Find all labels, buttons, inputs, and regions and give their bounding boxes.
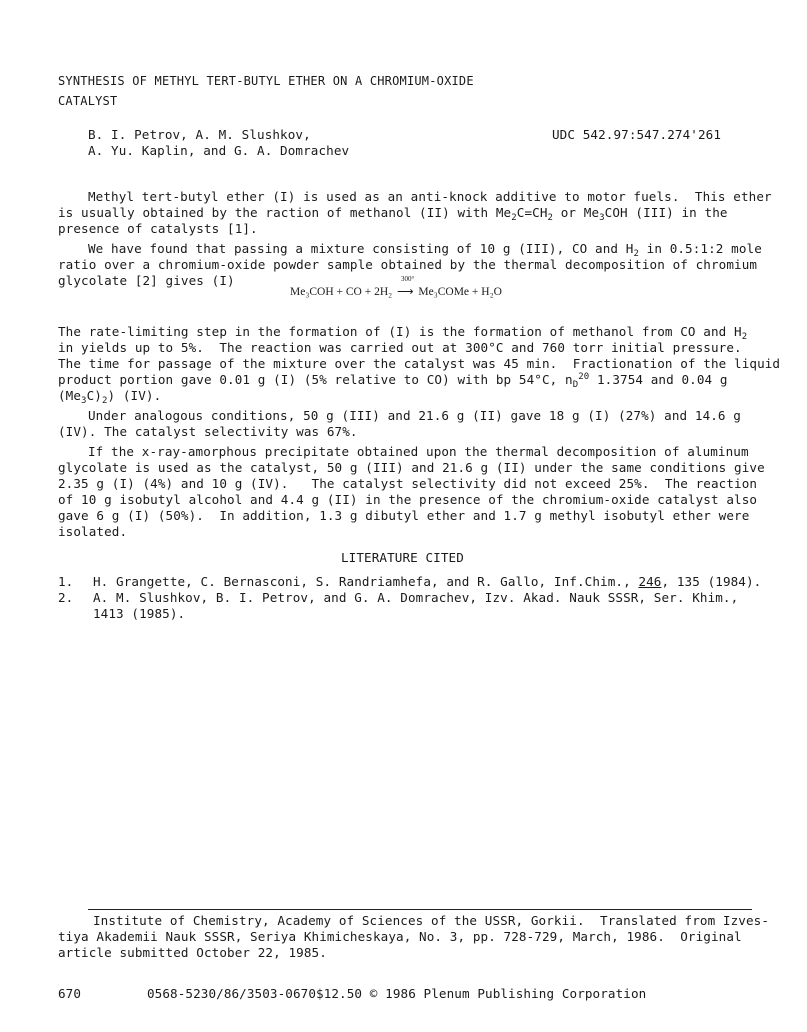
paragraph-5-line-4: of 10 g isobutyl alcohol and 4.4 g (II) in the presence of the chromium-oxide catalyst also (58, 492, 758, 507)
authors-line-1: B. I. Petrov, A. M. Slushkov, (88, 127, 311, 142)
subscript-2: 2 (741, 332, 748, 342)
p3-l5-b: C) (86, 388, 102, 403)
ref-1-volume: 246 (638, 574, 662, 589)
copyright-line: 0568-5230/86/3503-0670$12.50 © 1986 Plenum Publishing Corporation (147, 986, 647, 1001)
reaction-arrow-icon: 300° ⟶ (397, 275, 415, 298)
paragraph-5-line-1: If the x-ray-amorphous precipitate obtained upon the thermal decomposition of aluminum (88, 444, 749, 459)
equation-reactants: Me₃COH + CO + 2H₂ (290, 286, 393, 298)
p1-l2-a: is usually obtained by the raction of methanol (II) with Me (58, 205, 512, 220)
p1-l2-d: COH (III) in the (604, 205, 728, 220)
article-title-line-1: SYNTHESIS OF METHYL TERT-BUTYL ETHER ON A CHROMIUM-OXIDE (58, 74, 474, 88)
subscript-2: 2 (511, 213, 517, 223)
page-number: 670 (58, 986, 82, 1001)
paragraph-5-line-2: glycolate is used as the catalyst, 50 g (III) and 21.6 g (II) under the same conditions give (58, 460, 765, 475)
paragraph-1-line-1: Methyl tert-butyl ether (I) is used as an anti-knock additive to motor fuels. This ether (88, 189, 772, 204)
paragraph-4-line-2: (IV). The catalyst selectivity was 67%. (58, 424, 358, 439)
udc-code: UDC 542.97:547.274'261 (552, 127, 722, 142)
paragraph-2-line-3: glycolate [2] gives (I) (58, 273, 235, 288)
subscript-3: 3 (599, 213, 605, 223)
paragraph-1-line-3: presence of catalysts [1]. (58, 221, 258, 236)
p3-l5-a: (Me (58, 388, 82, 403)
p1-l2-b: C=CH (516, 205, 548, 220)
p3-l4-d: 1.3754 and 0.04 g (589, 372, 728, 387)
reference-1-text (93, 574, 761, 589)
reference-2-text: A. M. Slushkov, B. I. Petrov, and G. A. Domrachev, Izv. Akad. Nauk SSSR, Ser. Khim., (93, 590, 739, 605)
subscript-2: 2 (633, 249, 639, 259)
paragraph-5-line-5: gave 6 g (I) (50%). In addition, 1.3 g dibutyl ether and 1.7 g methyl isobutyl ether were (58, 508, 750, 523)
paragraph-2-line-2: ratio over a chromium-oxide powder sample obtained by the thermal decomposition of chromium (58, 257, 758, 272)
equation-products: Me₃COMe + H₂O (418, 286, 502, 298)
footnote-line-1: Institute of Chemistry, Academy of Sciences of the USSR, Gorkii. Translated from Izves- (93, 913, 770, 928)
p3-l1-a: The rate-limiting step in the formation of (I) is the formation of methanol from CO and H (58, 324, 742, 339)
p3-l4-a: product portion gave 0.01 g (I) (5% relative to CO) with bp 54°C, n (58, 372, 573, 387)
subscript-2: 2 (101, 396, 108, 406)
subscript-3: 3 (81, 396, 87, 406)
p2-l1-b: in 0.5:1:2 mole (638, 241, 762, 256)
reference-2-number: 2. (58, 590, 74, 605)
footnote-divider (88, 909, 752, 910)
footnote-line-2: tiya Akademii Nauk SSSR, Seriya Khimicheskaya, No. 3, pp. 728-729, March, 1986. Original (58, 929, 742, 944)
paragraph-5-line-6: isolated. (58, 524, 128, 539)
literature-heading: LITERATURE CITED (341, 550, 464, 565)
footnote-line-3: article submitted October 22, 1985. (58, 945, 327, 960)
ref-1-authors: H. Grangette, C. Bernasconi, S. Randriamhefa, and R. Gallo, Inf.Chim., (93, 574, 639, 589)
p3-l5-c: ) (IV). (107, 388, 162, 403)
article-title-line-2: CATALYST (58, 94, 118, 108)
paragraph-4-line-1: Under analogous conditions, 50 g (III) and 21.6 g (II) gave 18 g (I) (27%) and 14.6 g (88, 408, 741, 423)
reference-1-number: 1. (58, 574, 74, 589)
paragraph-3-line-2: in yields up to 5%. The reaction was carried out at 300°C and 760 torr initial pressure. (58, 340, 742, 355)
p2-l1-a: We have found that passing a mixture consisting of 10 g (III), CO and H (88, 241, 634, 256)
reaction-temperature: 300° (401, 275, 415, 283)
paragraph-3-line-5 (58, 388, 161, 406)
superscript-20: 20 (578, 372, 590, 382)
authors-line-2: A. Yu. Kaplin, and G. A. Domrachev (88, 143, 350, 158)
paragraph-3-line-3: The time for passage of the mixture over the catalyst was 45 min. Fractionation of the liquid (58, 356, 781, 371)
subscript-d: D (572, 380, 579, 390)
paragraph-5-line-3: 2.35 g (I) (4%) and 10 g (IV). The catalyst selectivity did not exceed 25%. The reaction (58, 476, 758, 491)
subscript-2: 2 (547, 213, 554, 223)
p1-l2-c: or Me (553, 205, 600, 220)
ref-1-tail: , 135 (1984). (661, 574, 762, 589)
reaction-equation (290, 275, 502, 298)
reference-2-continuation: 1413 (1985). (93, 606, 186, 621)
